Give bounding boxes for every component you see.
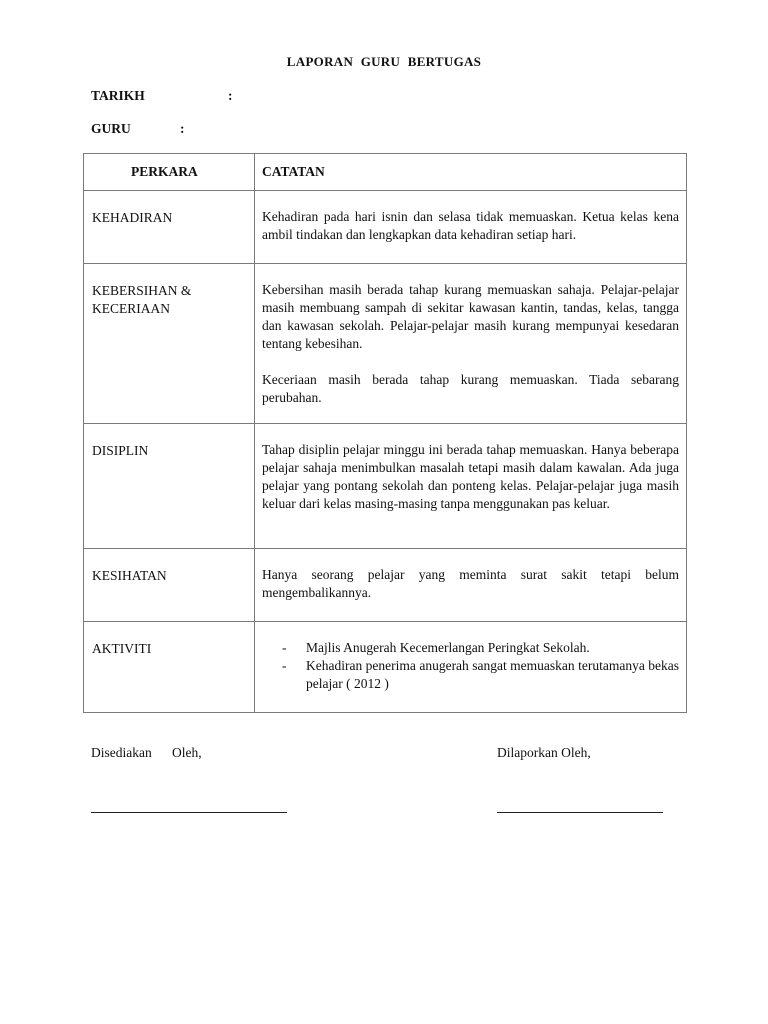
note-paragraph: Tahap disiplin pelajar minggu ini berada tahap memuaskan. Hanya beberapa pelajar sahaja menimbulkan masalah tetapi masih dalam kawalan. Ada juga pelajar yang pontang sekolah dan ponteng kelas. Pelajar-pelajar juga masih keluar dari kelas masing-masing tanpa menggunakan pas keluar. — [262, 442, 679, 511]
table-header-row — [84, 154, 687, 191]
row-label: DISIPLIN — [84, 424, 255, 549]
tarikh-field — [91, 88, 233, 104]
note-paragraph: Kehadiran pada hari isnin dan selasa tidak memuaskan. Ketua kelas kena ambil tindakan dan lengkapkan data kehadiran setiap hari. — [262, 209, 679, 242]
list-item-text: Kehadiran penerima anugerah sangat memuaskan terutamanya bekas pelajar ( 2012 ) — [306, 658, 679, 691]
reported-by-label: Dilaporkan Oleh, — [497, 745, 591, 760]
row-note — [255, 191, 687, 264]
row-label: KEHADIRAN — [84, 191, 255, 264]
list-item — [282, 657, 679, 693]
guru-label: GURU — [91, 121, 131, 136]
note-paragraph: Kebersihan masih berada tahap kurang memuaskan sahaja. Pelajar-pelajar masih membuang sampah di sekitar kawasan kantin, tandas, kelas, tangga dan kawasan sekolah. Pelajar-pelajar masih kurang mempunyai kesedaran tentang kebesihan. — [262, 282, 679, 351]
header-perkara: PERKARA — [84, 154, 255, 191]
table-row-kebersihan — [84, 264, 687, 424]
table-row-kesihatan — [84, 549, 687, 622]
guru-field — [91, 121, 185, 137]
row-note — [255, 549, 687, 622]
note-paragraph: Keceriaan masih berada tahap kurang memuaskan. Tiada sebarang perubahan. — [262, 372, 679, 405]
activity-list — [262, 639, 679, 693]
note-paragraph: Hanya seorang pelajar yang meminta surat sakit tetapi belum mengembalikannya. — [262, 567, 679, 600]
table-row-kehadiran — [84, 191, 687, 264]
prepared-by-signature-line — [91, 812, 287, 813]
row-label: AKTIVITI — [84, 622, 255, 713]
bullet-dash: - — [282, 658, 287, 673]
tarikh-label: TARIKH — [91, 88, 145, 103]
prepared-by-label: Disediakan Oleh, — [91, 745, 202, 760]
document-title: LAPORAN GURU BERTUGAS — [286, 54, 482, 69]
report-table — [83, 153, 687, 713]
tarikh-colon: : — [228, 88, 233, 103]
guru-colon: : — [180, 121, 185, 136]
row-label: KEBERSIHAN & KECERIAAN — [84, 264, 255, 424]
table-row-aktiviti — [84, 622, 687, 713]
row-label: KESIHATAN — [84, 549, 255, 622]
list-item — [282, 639, 679, 657]
reported-by-signature-line — [497, 812, 663, 813]
bullet-dash: - — [282, 640, 287, 655]
row-note — [255, 622, 687, 713]
list-item-text: Majlis Anugerah Kecemerlangan Peringkat Sekolah. — [306, 640, 590, 655]
header-catatan: CATATAN — [255, 154, 687, 191]
table-row-disiplin — [84, 424, 687, 549]
row-note — [255, 264, 687, 424]
row-note — [255, 424, 687, 549]
